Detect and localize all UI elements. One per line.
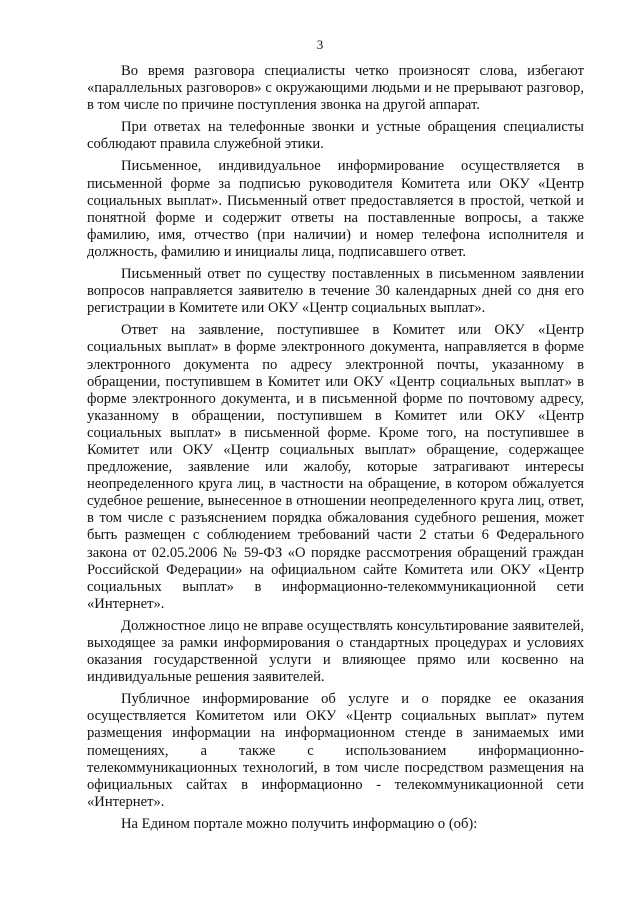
paragraph-service-ethics: При ответах на телефонные звонки и устные обращения специалисты соблюдают правила служебной этики. — [87, 119, 584, 153]
paragraph-public-informing: Публичное информирование об услуге и о порядке ее оказания осуществляется Комитетом или ОКУ «Центр социальных выплат» путем размещения информации на информационном стенде в занимаемых ими помещениях, а также с использованием информационно-телекоммуникационных технологий, в том числе посредством размещения на официальных сайтах в информационно - телекоммуникационной сети «Интернет». — [87, 691, 584, 810]
paragraph-consulting-limits: Должностное лицо не вправе осуществлять консультирование заявителей, выходящее за рамки информирования о стандартных процедурах и условиях оказания государственной услуги и влияющее прямо или косвенно на индивидуальные решения заявителей. — [87, 617, 584, 686]
page-number: 3 — [316, 37, 324, 52]
paragraph-written-informing: Письменное, индивидуальное информирование осуществляется в письменной форме за подписью руководителя Комитета или ОКУ «Центр социальных выплат». Письменный ответ предоставляется в простой, четкой и понятной форме и содержит ответы на поставленные вопросы, а также фамилию, имя, отчество (при наличии) и номер телефона исполнителя и должность, фамилию и инициалы лица, подписавшего ответ. — [87, 158, 584, 260]
paragraph-unified-portal: На Едином портале можно получить информацию о (об): — [121, 815, 478, 832]
document-body — [87, 63, 584, 838]
paragraph-response-deadline: Письменный ответ по существу поставленных в письменном заявлении вопросов направляется заявителю в течение 30 календарных дней со дня его регистрации в Комитете или ОКУ «Центр социальных выплат». — [87, 266, 584, 317]
paragraph-conversation-rules: Во время разговора специалисты четко произносят слова, избегают «параллельных разговоров» с окружающими людьми и не прерывают разговор, в том числе по причине поступления звонка на другой аппарат. — [87, 63, 584, 114]
paragraph-electronic-response: Ответ на заявление, поступившее в Комитет или ОКУ «Центр социальных выплат» в форме электронного документа, направляется в форме электронного документа по адресу электронной почты, указанному в обращении, поступившем в Комитет или ОКУ «Центр социальных выплат» в форме электронного документа, и в письменной форме по почтовому адресу, указанному в обращении, поступившем в Комитет или ОКУ «Центр социальных выплат» в письменной форме. Кроме того, на поступившее в Комитет или ОКУ «Центр социальных выплат» обращение, содержащее предложение, заявление или жалобу, которые затрагивают интересы неопределенного круга лиц, в частности на обращение, в котором обжалуется судебное решение, вынесенное в отношении неопределенного круга лиц, ответ, в том числе с разъяснением порядка обжалования судебного решения, может быть размещен с соблюдением требований части 2 статьи 6 Федерального закона от 02.05.2006 № 59-ФЗ «О порядке рассмотрения обращений граждан Российской Федерации» на официальном сайте Комитета или ОКУ «Центр социальных выплат» в информационно-телекоммуникационной сети «Интернет». — [87, 322, 584, 612]
